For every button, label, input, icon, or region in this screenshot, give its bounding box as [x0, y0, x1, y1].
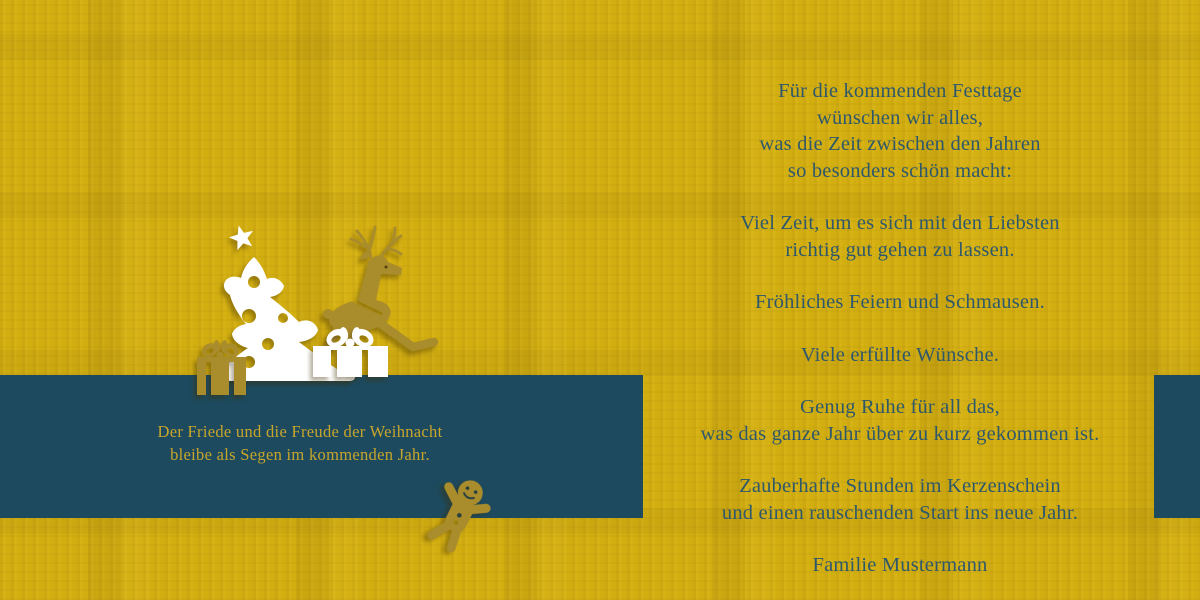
- greeting-line: Fröhliches Feiern und Schmausen.: [755, 291, 1045, 313]
- greeting-line: richtig gut gehen zu lassen.: [785, 238, 1015, 261]
- signature-line: Familie Mustermann: [812, 554, 988, 576]
- greeting-line: Für die kommenden Festtage: [778, 80, 1022, 102]
- greeting-line: was das ganze Jahr über zu kurz gekommen ist.: [700, 422, 1100, 445]
- greeting-line: so besonders schön macht:: [787, 159, 1013, 182]
- banner-blessing: [130, 420, 470, 466]
- greeting-line: und einen rauschenden Start ins neue Jahr.: [721, 501, 1079, 524]
- greeting-line: wünschen wir alles,: [816, 106, 984, 129]
- gift-gold-icon: [197, 340, 246, 395]
- star-icon: [227, 222, 257, 251]
- greeting-line: Zauberhafte Stunden im Kerzenschein: [739, 475, 1061, 497]
- greeting-line: Viele erfüllte Wünsche.: [800, 343, 1000, 366]
- banner-line: bleibe als Segen im kommenden Jahr.: [170, 445, 430, 464]
- reindeer-eye: [385, 266, 388, 269]
- greeting-line: Genug Ruhe für all das,: [800, 396, 1000, 418]
- greeting-text: [620, 52, 1180, 579]
- banner-line: Der Friede und die Freude der Weihnacht: [157, 422, 443, 441]
- greeting-line: Viel Zeit, um es sich mit den Liebsten: [740, 212, 1060, 234]
- gingerbread-man-icon: [425, 472, 495, 554]
- greeting-line: was die Zeit zwischen den Jahren: [759, 133, 1041, 155]
